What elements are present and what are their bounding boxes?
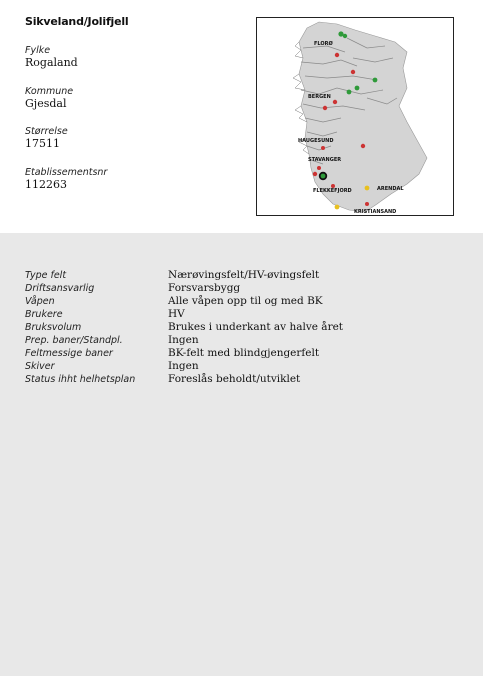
marker-red xyxy=(351,70,355,74)
detail-value: HV xyxy=(168,308,185,320)
location-map xyxy=(256,17,454,216)
detail-value: Forsvarsbygg xyxy=(168,282,241,294)
marker-red xyxy=(335,53,339,57)
field-label: Etablissementsnr xyxy=(25,167,108,178)
map-label-flekkefjord: FLEKKEFJORD xyxy=(313,188,352,194)
marker-red xyxy=(361,144,365,148)
marker-green xyxy=(373,78,378,83)
table-row xyxy=(25,334,343,347)
field-value: 17511 xyxy=(25,137,60,150)
field-value: Gjesdal xyxy=(25,97,67,110)
map-label-arendal: ARENDAL xyxy=(377,186,404,192)
detail-key: Prep. baner/Standpl. xyxy=(25,335,123,346)
field-etablissementsnr xyxy=(25,167,107,191)
table-row xyxy=(25,282,343,295)
marker-green xyxy=(343,34,347,38)
detail-value: Ingen xyxy=(168,360,199,372)
field-value: 112263 xyxy=(25,178,67,191)
map-label-bergen: BERGEN xyxy=(308,94,331,100)
field-kommune xyxy=(25,86,73,110)
table-row xyxy=(25,269,343,282)
detail-key: Status ihht helhetsplan xyxy=(25,374,136,385)
detail-value: Foreslås beholdt/utviklet xyxy=(168,373,301,385)
marker-yellow xyxy=(335,205,340,210)
detail-value: BK-felt med blindgjengerfelt xyxy=(168,347,320,359)
marker-red xyxy=(313,172,317,176)
detail-key: Brukere xyxy=(25,309,63,320)
details-table xyxy=(25,269,343,386)
marker-red xyxy=(331,184,335,188)
table-row xyxy=(25,321,343,334)
marker-green xyxy=(355,86,360,91)
map-land xyxy=(299,22,427,212)
marker-green xyxy=(347,90,352,95)
field-fylke xyxy=(25,45,78,69)
table-row xyxy=(25,360,343,373)
map-label-haugesund: HAUGESUND xyxy=(298,138,334,144)
table-row xyxy=(25,308,343,321)
table-row xyxy=(25,347,343,360)
detail-key: Våpen xyxy=(25,296,55,307)
marker-red xyxy=(321,146,325,150)
detail-key: Type felt xyxy=(25,270,67,281)
table-row xyxy=(25,295,343,308)
field-label: Størrelse xyxy=(25,126,68,137)
marker-yellow xyxy=(365,186,370,191)
field-label: Fylke xyxy=(25,45,51,56)
marker-green xyxy=(321,174,326,179)
marker-red xyxy=(333,100,337,104)
detail-value: Brukes i underkant av halve året xyxy=(168,321,344,333)
marker-red xyxy=(323,106,327,110)
detail-key: Feltmessige baner xyxy=(25,348,113,359)
marker-red xyxy=(317,166,321,170)
detail-value: Alle våpen opp til og med BK xyxy=(168,295,323,307)
marker-red xyxy=(365,202,369,206)
detail-key: Bruksvolum xyxy=(25,322,82,333)
map-label-stavanger: STAVANGER xyxy=(308,157,342,163)
table-row xyxy=(25,373,343,386)
field-storrelse xyxy=(25,126,68,150)
map-label-floro: FLORØ xyxy=(314,41,333,47)
norway-map-svg xyxy=(257,18,454,216)
field-value: Rogaland xyxy=(25,56,78,69)
field-label: Kommune xyxy=(25,86,74,97)
map-label-kristiansand: KRISTIANSAND xyxy=(354,209,397,215)
page-title: Sikveland/Jolifjell xyxy=(25,15,129,28)
detail-key: Skiver xyxy=(25,361,55,372)
detail-value: Nærøvingsfelt/HV-øvingsfelt xyxy=(168,269,320,281)
detail-key: Driftsansvarlig xyxy=(25,283,95,294)
detail-value: Ingen xyxy=(168,334,199,346)
